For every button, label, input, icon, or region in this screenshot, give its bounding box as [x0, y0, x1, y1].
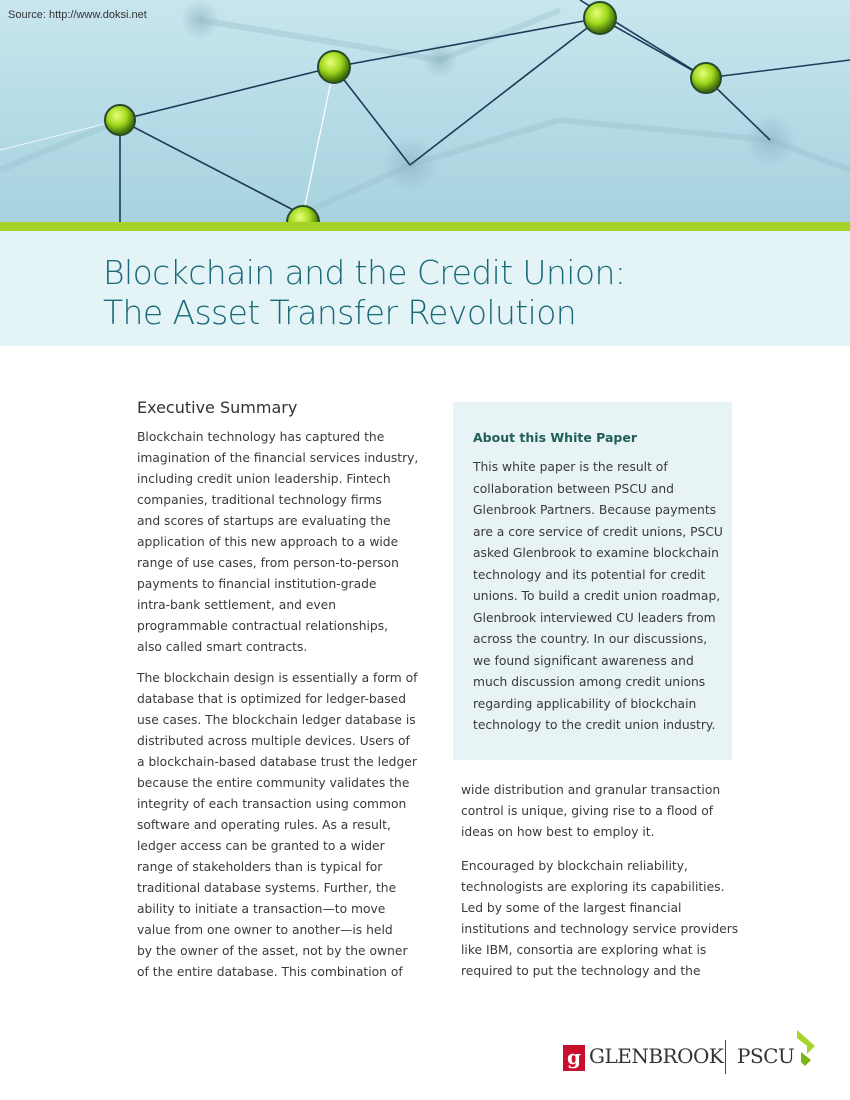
text-line: intra-bank settlement, and even: [137, 598, 337, 612]
text-line: distributed across multiple devices. Users of: [137, 734, 410, 748]
text-line: technology and its potential for credit: [473, 567, 706, 582]
right-column-paragraph-1: [461, 780, 720, 843]
text-line: are a core service of credit unions, PSCU: [473, 524, 723, 539]
text-line: payments to financial institution-grade: [137, 577, 377, 591]
text-line: database that is optimized for ledger-based: [137, 692, 407, 706]
text-line: across the country. In our discussions,: [473, 632, 708, 646]
text-line: also called smart contracts.: [137, 640, 308, 654]
text-line: ability to initiate a transaction—to move: [137, 902, 386, 916]
text-line: we found significant awareness and: [473, 653, 694, 668]
text-line: programmable contractual relationships,: [137, 619, 389, 633]
about-white-paper-title: About this White Paper: [473, 430, 638, 445]
text-line: control is unique, giving rise to a flood of: [461, 804, 714, 818]
text-line: ideas on how best to employ it.: [461, 825, 655, 839]
text-line: The blockchain design is essentially a form of: [137, 671, 418, 685]
text-line: much discussion among credit unions: [473, 675, 706, 689]
pscu-chevron-icon: [795, 1030, 817, 1070]
text-line: because the entire community validates the: [137, 776, 410, 790]
text-line: Led by some of the largest financial: [461, 901, 682, 915]
exec-summary-paragraph-2: [137, 668, 417, 983]
accent-bar: [0, 222, 850, 231]
text-line: like IBM, consortia are exploring what is: [461, 943, 707, 957]
title-line-2: The Asset Transfer Revolution: [103, 293, 577, 332]
title-line-1: Blockchain and the Credit Union:: [103, 253, 626, 292]
text-line: required to put the technology and the: [461, 964, 701, 978]
text-line: software and operating rules. As a result,: [137, 818, 391, 832]
right-column-paragraph-2: [461, 856, 738, 982]
text-line: traditional database systems. Further, the: [137, 881, 397, 895]
executive-summary-heading: Executive Summary: [137, 398, 298, 417]
text-line: value from one owner to another—is held: [137, 923, 393, 937]
text-line: range of stakeholders than is typical for: [137, 860, 383, 874]
text-line: by the owner of the asset, not by the owner: [137, 944, 408, 958]
text-line: collaboration between PSCU and: [473, 481, 674, 496]
footer-logos: [563, 1030, 823, 1074]
text-line: companies, traditional technology firms: [137, 493, 382, 507]
text-line: technologists are exploring its capabilities.: [461, 880, 725, 894]
exec-summary-paragraph-1: [137, 427, 418, 658]
page-title: [103, 253, 625, 333]
text-line: a blockchain-based database trust the ledger: [137, 755, 417, 769]
text-line: regarding applicability of blockchain: [473, 696, 697, 711]
text-line: of the entire database. This combination of: [137, 965, 403, 979]
text-line: This white paper is the result of: [473, 460, 668, 474]
source-note: Source: http://www.doksi.net: [8, 9, 147, 21]
text-line: Blockchain technology has captured the: [137, 430, 385, 444]
glenbrook-logo-text: GLENBROOK: [589, 1044, 724, 1068]
text-line: Encouraged by blockchain reliability,: [461, 859, 688, 873]
text-line: unions. To build a credit union roadmap,: [473, 589, 721, 603]
text-line: wide distribution and granular transaction: [461, 783, 721, 797]
logo-divider: [725, 1040, 726, 1074]
text-line: asked Glenbrook to examine blockchain: [473, 546, 719, 560]
text-line: range of use cases, from person-to-person: [137, 556, 399, 570]
text-line: use cases. The blockchain ledger database is: [137, 713, 416, 727]
network-graphic: [0, 0, 850, 222]
text-line: ledger access can be granted to a wider: [137, 839, 385, 853]
text-line: integrity of each transaction using common: [137, 797, 407, 811]
glenbrook-logo-mark: g: [563, 1045, 585, 1071]
text-line: and scores of startups are evaluating the: [137, 514, 391, 528]
text-line: application of this new approach to a wide: [137, 535, 399, 549]
text-line: Glenbrook Partners. Because payments: [473, 503, 717, 517]
text-line: including credit union leadership. Fintech: [137, 472, 391, 486]
text-line: technology to the credit union industry.: [473, 718, 716, 732]
text-line: Glenbrook interviewed CU leaders from: [473, 610, 716, 625]
pscu-logo-text: PSCU: [737, 1044, 795, 1068]
text-line: imagination of the financial services industry,: [137, 451, 419, 465]
about-white-paper-text: [473, 457, 723, 737]
hero-network-image: [0, 0, 850, 222]
text-line: institutions and technology service providers: [461, 922, 739, 936]
